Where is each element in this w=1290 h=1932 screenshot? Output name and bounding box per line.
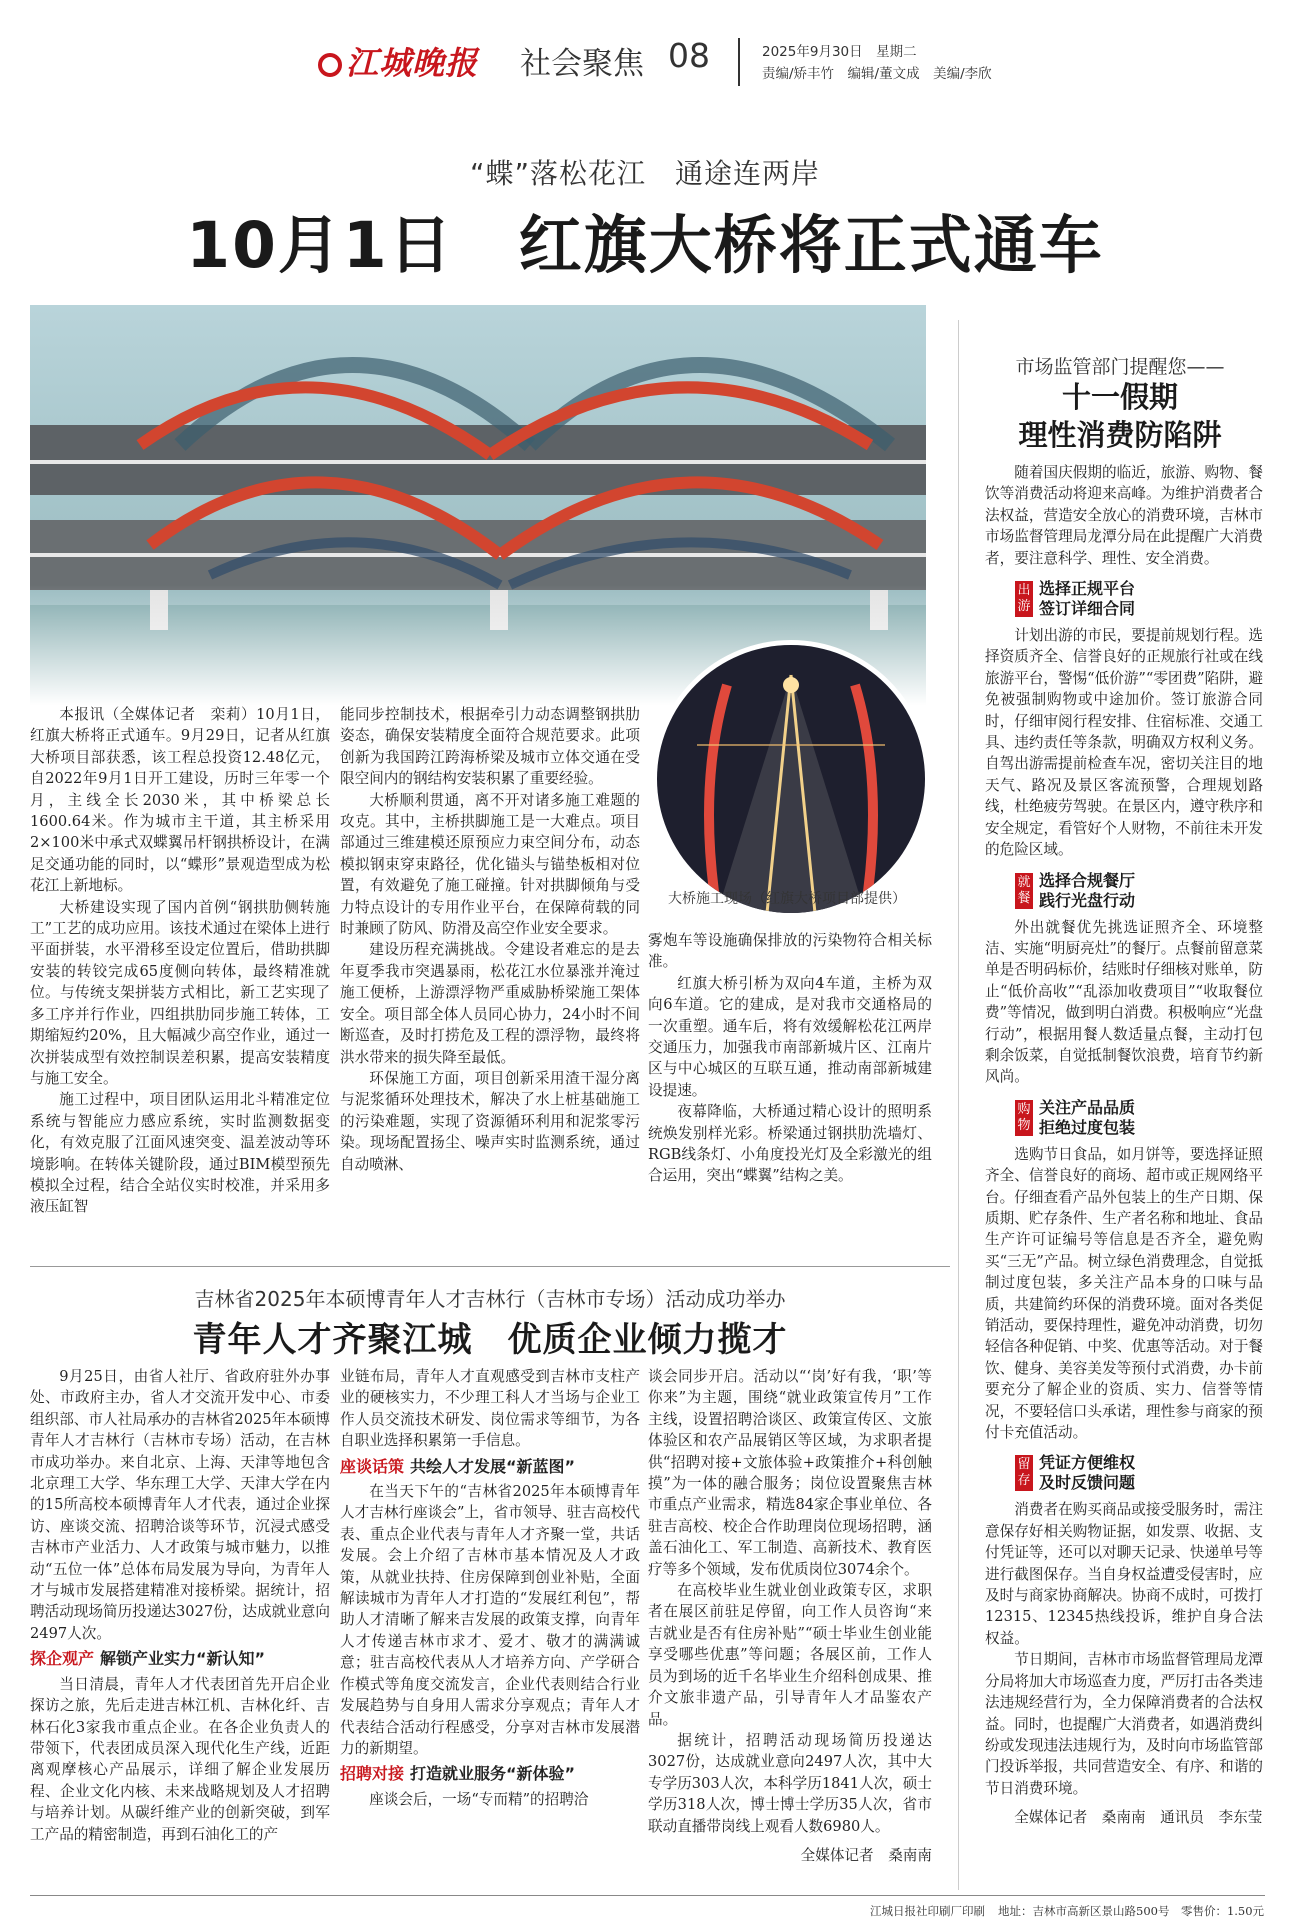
paragraph: 在高校毕业生就业创业政策专区，求职者在展区前驻足停留，向工作人员咨询“来吉就业是否有住房补贴”“硕士毕业生创业能享受哪些优惠”等问题；各展区前，工作人员为到场的近千名毕业生介绍科创成果、推介文旅非遗产品，引导青年人才品鉴农产品。 (648, 1582, 932, 1728)
tip-title-line: 拒绝过度包装 (1039, 1117, 1136, 1137)
tip-body: 选购节日食品，如月饼等，要选择证照齐全、信誉良好的商场、超市或正规网络平台。仔细查看产品外包装上的生产日期、保质期、贮存条件、生产者名称和地址、食品生产许可证编号等信息是否齐全，避免购买“三无”产品。树立绿色消费理念，自觉抵制过度包装，多关注产品本身的口味与品质，共建简约环保的消费环境。面对各类促销活动，要保持理性，避免冲动消费，切勿轻信各种促销、中奖、优惠等活动。对于餐饮、健身、美容美发等预付式消费，办卡前要充分了解企业的资质、实力、信誉等情况，不要轻信口头承诺，理性参与商家的预付卡充值活动。 (985, 1145, 1263, 1442)
tip-title (1039, 579, 1135, 619)
paragraph: 施工过程中，项目团队运用北斗精准定位系统与智能应力感应系统，实时监测数据变化，有效克服了江面风速突变、温差波动等环境影响。在转体关键阶段，通过BIM模型预先模拟全过程，结合全站仪实时校准，并采用多液压缸智 (30, 1091, 330, 1216)
paragraph: 大桥建设实现了国内首例“钢拱肋侧转施工”工艺的成功应用。该技术通过在梁体上进行平面拼装，水平滑移至设定位置后，借助拱脚安装的转铰完成65度侧向转体，最终精准就位。与传统支架拼装方式相比，新工艺实现了多工序并行作业，四组拱肋同步施工转体，工期缩短约20%，且大幅减少高空作业，通过一次拼装成型有效控制误差积累，提高安装精度与施工安全。 (30, 898, 330, 1087)
sidebar-title-line: 理性消费防陷阱 (1018, 418, 1222, 452)
tip-body: 外出就餐优先挑选证照齐全、环境整洁、实施“明厨亮灶”的餐厅。点餐前留意菜单是否明码标价，结账时仔细核对账单，防止“低价高收”“乱添加收费项目”“收取餐位费”等情况，做到明白消费。积极响应“光盘行动”，根据用餐人数适量点餐，主动打包剩余饭菜，自觉抵制餐饮浪费，培育节约新风尚。 (985, 918, 1263, 1086)
subheading-tag: 招聘对接 (340, 1764, 405, 1784)
tip-badge: 购物 (1015, 1100, 1033, 1136)
paragraph: 在当天下午的“吉林省2025年本硕博青年人才吉林行座谈会”上，省市领导、驻吉高校代表、重点企业代表与青年人才齐聚一堂，共话发展。会上介绍了吉林市基本情况及人才政策，从就业扶持、住房保障到创业补贴，全面解读城市为青年人才打造的“发展红利包”，帮助人才清晰了解来吉发展的政策支撑，向青年人才传递吉林市求才、爱才、敬才的满满诚意；驻吉高校代表从人才培养方向、产学研合作模式等角度交流发言，企业代表则结合行业发展趋势与自身用人需求分享观点；青年人才代表结合活动行程感受，分享对吉林市发展潜力的新期望。 (340, 1483, 640, 1757)
issue-date: 2025年9月30日 星期二 (762, 44, 917, 60)
second-story-column-1 (30, 1366, 330, 1845)
tip-heading-travel (1015, 579, 1263, 619)
subheading-tag: 座谈话策 (340, 1456, 405, 1476)
paragraph: 谈会同步开启。活动以“‘岗’好有我，‘职’等你来”为主题，围绕“就业政策宣传月”工作主线，设置招聘洽谈区、政策宣传区、文旅体验区和农产品展销区等区域，为求职者提供“招聘对接+文旅体验+政策推介+科创触摸”为一体的融合服务；岗位设置聚焦吉林市重点产业需求，精选84家企事业单位、各驻吉高校、校企合作助理岗位现场招聘，涵盖石油化工、军工制造、高新技术、教育医疗等多个领域，发布优质岗位3074余个。 (648, 1368, 932, 1578)
paragraph: 本报讯（全媒体记者 栾莉）10月1日，红旗大桥将正式通车。9月29日，记者从红旗大桥项目部获悉，该工程总投资12.48亿元，自2022年9月1日开工建设，历时三年零一个月，主线全长2030米，其中桥梁总长1600.64米。作为城市主干道，其主桥采用2×100米中承式双蝶翼吊杆钢拱桥设计，在满足交通功能的同时，以“蝶形”景观造型成为松花江上新地标。 (30, 706, 330, 895)
second-story-column-2 (340, 1366, 640, 1810)
paragraph: 当日清晨，青年人才代表团首先开启企业探访之旅，先后走进吉林江机、吉林化纤、吉林石化3家我市重点企业。在各企业负责人的带领下，代表团成员深入现代化生产线，近距离观摩核心产品展示，详细了解企业发展历程、企业文化内核、未来战略规划及人才招聘与培养计划。从碳纤维产业的创新突破，到军工产品的精密制造，再到石油化工的产 (30, 1675, 330, 1843)
second-story-kicker: 吉林省2025年本硕博青年人才吉林行（吉林市专场）活动成功举办 (194, 1287, 786, 1311)
subheading-factory-visit (30, 1648, 330, 1669)
tip-title-line: 关注产品品质 (1039, 1097, 1136, 1117)
sidebar-closing: 节日期间，吉林市市场监督管理局龙潭分局将加大市场巡查力度，严厉打击各类违法违规经营行为，全力保障消费者的合法权益。同时，也提醒广大消费者，如遇消费纠纷或发现违法违规行为，及时向市场监管部门投诉举报，共同营造安全、有序、和谐的节日消费环境。 (985, 1651, 1263, 1797)
sidebar-byline: 全媒体记者 桑南南 通讯员 李东莹 (1014, 1809, 1263, 1827)
sidebar-divider (958, 320, 959, 1890)
page-number: 08 (668, 36, 710, 75)
tip-heading-dining (1015, 871, 1263, 911)
paragraph: 座谈会后，一场“专而精”的招聘洽 (369, 1790, 589, 1808)
second-story-column-3 (648, 1366, 932, 1866)
tip-title (1039, 871, 1135, 911)
bridge-night-inset-photo (652, 640, 930, 918)
subheading-recruitment (340, 1763, 640, 1784)
main-story-column-2 (340, 704, 640, 1175)
tip-badge: 出游 (1015, 581, 1033, 617)
paragraph: 建设历程充满挑战。令建设者难忘的是去年夏季我市突遇暴雨，松花江水位暴涨并淹过施工便桥，上游漂浮物严重威胁桥梁施工架体安全。项目部全体人员同心协力，24小时不间断巡查，及时打捞危及工程的漂浮物，最终将洪水带来的损失降至最低。 (340, 941, 640, 1066)
paragraph: 能同步控制技术，根据牵引力动态调整钢拱肋姿态，确保安装精度全面符合规范要求。此项创新为我国跨江跨海桥梁及城市立体交通在受限空间内的钢结构安装积累了重要经验。 (340, 706, 640, 788)
second-story-headline: 青年人才齐聚江城 优质企业倾力揽才 (192, 1320, 788, 1360)
tip-title-line: 凭证方便维权 (1039, 1453, 1136, 1473)
logo-text: 江城晚报 (346, 44, 479, 82)
footer-printer: 江城日报社印刷厂印刷 (870, 1904, 985, 1918)
footer-rule (30, 1895, 1265, 1896)
byline: 全媒体记者 桑南南 (800, 1846, 932, 1864)
paragraph: 雾炮车等设施确保排放的污染物符合相关标准。 (648, 932, 932, 971)
footer-address: 地址：吉林市高新区景山路500号 零售价：1.50元 (998, 1904, 1265, 1918)
photo-caption: 大桥施工现场（红旗大桥项目部提供） (668, 891, 906, 907)
section-name: 社会聚焦 (520, 46, 644, 82)
paragraph: 夜幕降临，大桥通过精心设计的照明系统焕发别样光彩。桥梁通过钢拱肋洗墙灯、RGB线条灯、小角度投光灯及全彩激光的组合运用，突出“蝶翼”结构之美。 (648, 1103, 932, 1185)
sidebar-body (985, 462, 1263, 1829)
masthead-divider (738, 38, 740, 86)
tip-heading-shopping (1015, 1098, 1263, 1138)
paragraph: 9月25日，由省人社厅、省政府驻外办事处、市政府主办，省人才交流开发中心、市委组织部、市人社局承办的吉林省2025年本硕博青年人才吉林行（吉林市专场）活动，在吉林市成功举办。来自北京、上海、天津等地包含北京理工大学、华东理工大学、天津大学在内的15所高校本硕博青年人才代表，通过企业探访、座谈交流、招聘洽谈等环节，沉浸式感受吉林市产业活力、人才政策与城市魅力，以推动“五位一体”总体布局发展为导向，为青年人才与城市发展搭建精准对接桥梁。据统计，招聘活动现场简历投递达3027份，达成就业意向2497人次。 (30, 1368, 330, 1642)
tip-title (1039, 1098, 1135, 1138)
sidebar-kicker: 市场监管部门提醒您—— (1015, 356, 1225, 378)
tip-title-line: 选择合规餐厅 (1039, 870, 1136, 890)
paragraph: 大桥顺利贯通，离不开对诸多施工难题的攻克。其中，主桥拱脚施工是一大难点。项目部通过三维建模还原预应力束空间分布，动态模拟钢束穿束路径，优化锚头与锚垫板相对位置，有效避免了施工碰撞。针对拱脚倾角与受力特点设计的专用作业平台，在保障荷载的同时兼顾了防风、防滑及高空作业安全要求。 (340, 791, 640, 938)
tip-title-line: 选择正规平台 (1039, 579, 1136, 599)
main-story-column-1 (30, 704, 330, 1218)
paragraph: 业链布局，青年人才直观感受到吉林市支柱产业的硬核实力，不少理工科人才当场与企业工作人员交流技术研发、岗位需求等细节，为各自职业选择积累第一手信息。 (340, 1368, 640, 1450)
paragraph: 据统计，招聘活动现场简历投递达3027份，达成就业意向2497人次，其中大专学历303人次，本科学历1841人次，硕士学历318人次，博士博士学历35人次，省市联动直播带岗线上观看人数6980人。 (648, 1731, 932, 1835)
subheading-title: 打造就业服务“新体验” (410, 1764, 576, 1784)
sidebar-intro: 随着国庆假期的临近，旅游、购物、餐饮等消费活动将迎来高峰。为维护消费者合法权益，营造安全放心的消费环境，吉林市市场监督管理局龙潭分局在此提醒广大消费者，要注意科学、理性、安全消费。 (985, 464, 1263, 567)
tip-body: 消费者在购买商品或接受服务时，需注意保存好相关购物证据，如发票、收据、支付凭证等，还可以对聊天记录、快递单号等进行截图保存。当自身权益遭受侵害时，应及时与商家协商解决。协商不成时，可拨打12315、12345热线投诉，维护自身合法权益。 (985, 1501, 1263, 1647)
tip-badge: 就餐 (1015, 873, 1033, 909)
tip-heading-receipts (1015, 1453, 1263, 1493)
tip-badge: 留存 (1015, 1455, 1033, 1491)
sidebar-title-line: 十一假期 (1061, 380, 1178, 414)
main-kicker: “蝶”落松花江 通途连两岸 (469, 157, 820, 190)
story-divider (30, 1266, 950, 1267)
tip-title-line: 签订详细合同 (1039, 599, 1136, 619)
subheading-forum (340, 1456, 640, 1477)
main-headline: 10月1日 红旗大桥将正式通车 (186, 209, 1104, 282)
main-story-column-3 (648, 930, 932, 1187)
tip-body: 计划出游的市民，要提前规划行程。选择资质齐全、信誉良好的正规旅行社或在线旅游平台，警惕“低价游”“零团费”陷阱，避免被强制购物或中途加价。签订旅游合同时，仔细审阅行程安排、住宿标准、交通工具、违约责任等条款，明确双方权利义务。自驾出游需提前检查车况，密切关注目的地天气、路况及景区客流预警，合理规划路线，杜绝疲劳驾驶。在景区内，遵守秩序和安全规定，看管好个人财物，不前往未开发的危险区域。 (985, 627, 1263, 859)
paragraph: 环保施工方面，项目创新采用渣干湿分离与泥浆循环处理技术，解决了水上桩基础施工的污染难题，实现了资源循环利用和泥浆零污染。现场配置扬尘、噪声实时监测系统，通过自动喷淋、 (340, 1069, 640, 1173)
subheading-tag: 探企观产 (30, 1649, 95, 1669)
newspaper-logo (318, 38, 518, 82)
editor-credits: 责编/矫丰竹 编辑/董文成 美编/李欣 (762, 66, 992, 82)
tip-title (1039, 1453, 1135, 1493)
logo-emblem-icon (318, 53, 342, 77)
tip-title-line: 践行光盘行动 (1039, 890, 1136, 910)
subheading-title: 共绘人才发展“新蓝图” (410, 1456, 576, 1476)
subheading-title: 解锁产业实力“新认知” (100, 1649, 266, 1669)
tip-title-line: 及时反馈问题 (1039, 1473, 1136, 1493)
paragraph: 红旗大桥引桥为双向4车道，主桥为双向6车道。它的建成，是对我市交通格局的一次重塑。通车后，将有效缓解松花江两岸交通压力，加强我市南部新城片区、江南片区与中心城区的互联互通，推动南部新城建设提速。 (648, 974, 932, 1099)
sidebar-title (965, 378, 1275, 454)
